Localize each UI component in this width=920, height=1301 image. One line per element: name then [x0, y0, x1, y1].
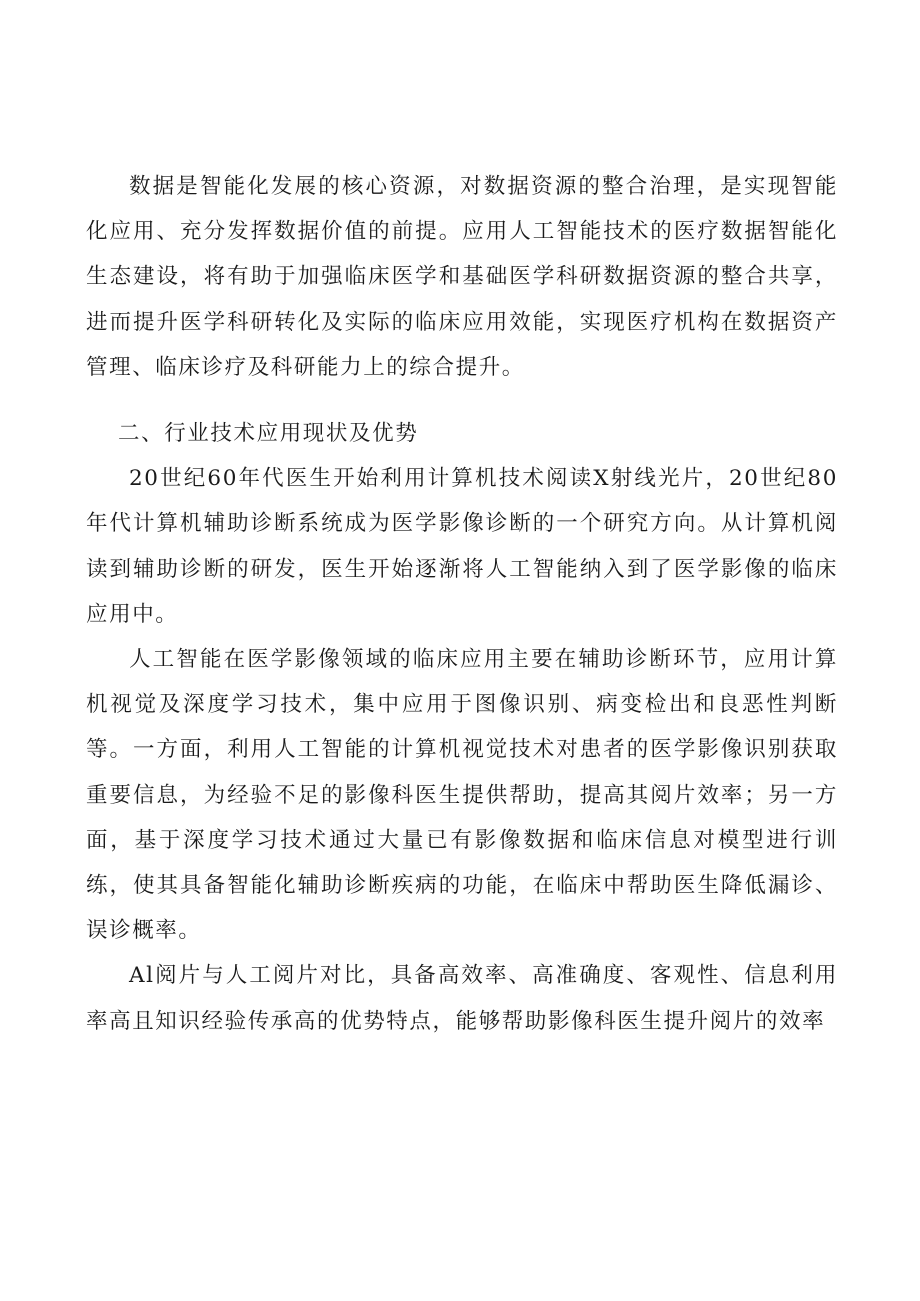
paragraph-clinical-application: 人工智能在医学影像领域的临床应用主要在辅助诊断环节，应用计算机视觉及深度学习技术，集中应用于图像识别、病变检出和良恶性判断等。一方面，利用人工智能的计算机视觉技术对患者的医学影像识别获取重要信息，为经验不足的影像科医生提供帮助，提高其阅片效率；另一方面，基于深度学习技术通过大量已有影像数据和临床信息对模型进行训练，使其具备智能化辅助诊断疾病的功能，在临床中帮助医生降低漏诊、误诊概率。 — [86, 647, 838, 944]
section-heading: 二、行业技术应用现状及优势 — [118, 421, 419, 447]
paragraph-history: 20世纪60年代医生开始利用计算机技术阅读X射线光片，20世纪80年代计算机辅助诊断系统成为医学影像诊断的一个研究方向。从计算机阅读到辅助诊断的研发，医生开始逐渐将人工智能纳入到了医学影像的临床应用中。 — [86, 466, 838, 627]
paragraph-ai-comparison: Al阅片与人工阅片对比，具备高效率、高准确度、客观性、信息利用率高且知识经验传承高的优势特点，能够帮助影像科医生提升阅片的效率 — [86, 963, 838, 1034]
document-body — [86, 164, 838, 1044]
paragraph-data-resources: 数据是智能化发展的核心资源，对数据资源的整合治理，是实现智能化应用、充分发挥数据价值的前提。应用人工智能技术的医疗数据智能化生态建设，将有助于加强临床医学和基础医学科研数据资源的整合共享，进而提升医学科研转化及实际的临床应用效能，实现医疗机构在数据资产管理、临床诊疗及科研能力上的综合提升。 — [86, 174, 838, 380]
